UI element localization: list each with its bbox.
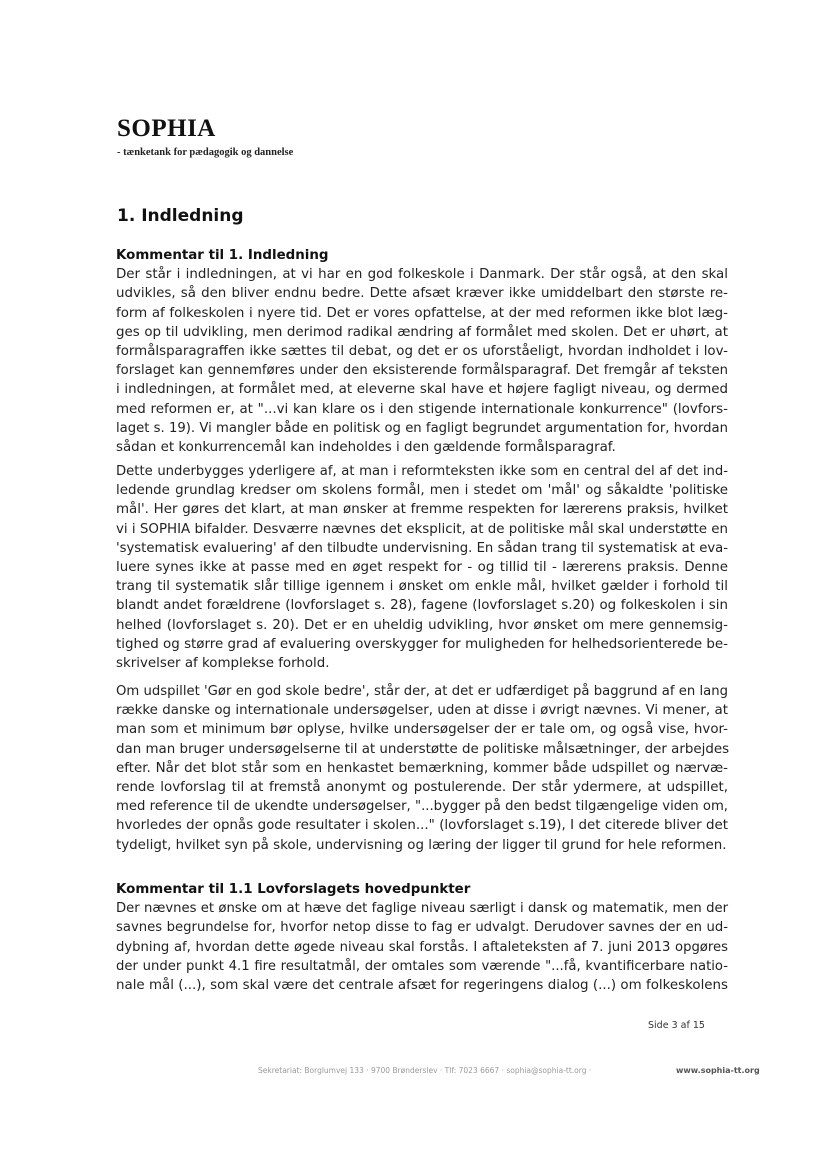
text-line: Om udspillet 'Gør en god skole bedre', står der, at det er udfærdiget på baggrund af en lang bbox=[116, 684, 728, 699]
chapter-heading: 1. Indledning bbox=[117, 206, 244, 226]
text-line: helhed (lovforslaget s. 20). Det er en uheldig udvikling, hvor ønsket om mere gennemsig- bbox=[116, 617, 728, 633]
section-2-paragraph-1 bbox=[116, 899, 728, 995]
text-line: mål'. Her gøres det klart, at man ønsker at fremme respekten for lærerens praksis, hvilket bbox=[116, 502, 728, 518]
text-line: række danske og internationale undersøgelser, uden at disse i øvrigt nævnes. Vi mener, at bbox=[116, 703, 728, 719]
text-line: Der nævnes et ønske om at hæve det faglige niveau særligt i dansk og matematik, men der bbox=[116, 901, 728, 917]
text-line: trang til systematik slår tillige igennem i ønsket om enkle mål, hvilket gælder i forhold til bbox=[116, 579, 728, 595]
text-line: tydeligt, hvilket syn på skole, undervisning og læring der ligger til grund for hele reformen. bbox=[116, 837, 727, 853]
text-line: formålsparagraffen ikke sættes til debat, og det er os uforståeligt, hvordan indholdet i lov- bbox=[116, 344, 728, 360]
text-line: udvikles, så den bliver endnu bedre. Dette afsæt kræver ikke umiddelbart den største re- bbox=[116, 286, 728, 302]
footer-website-link[interactable]: www.sophia-tt.org bbox=[676, 1066, 760, 1075]
text-line: skrivelser af komplekse forhold. bbox=[116, 656, 330, 672]
text-line: rende lovforslag til at fremstå anonymt og postulerende. Der står ydermere, at udspillet, bbox=[116, 780, 728, 796]
section-2 bbox=[116, 880, 728, 995]
text-line: blandt andet forældrene (lovforslaget s. 28), fagene (lovforslaget s.20) og folkeskolen i sin bbox=[116, 598, 728, 614]
text-line: laget s. 19). Vi mangler både en politisk og en fagligt begrundet argumentation for, hvordan bbox=[116, 420, 728, 436]
text-line: med reference til de ukendte undersøgelser, "...bygger på den bedst tilgængelige viden om, bbox=[116, 799, 728, 815]
footer-address: Sekretariat: Borglumvej 133 · 9700 Brønderslev · Tlf: 7023 6667 · sophia@sophia-tt.org · bbox=[258, 1066, 592, 1075]
section-1-paragraph-3 bbox=[116, 682, 728, 855]
section-1-title: Kommentar til 1. Indledning bbox=[116, 248, 329, 263]
text-line: dan man bruger undersøgelserne til at understøtte de politiske målsætninger, der arbejdes bbox=[116, 741, 730, 757]
sophia-logo bbox=[117, 114, 293, 160]
logo-title: SOPHIA bbox=[117, 115, 216, 142]
section-1-paragraph-1 bbox=[116, 265, 728, 457]
section-2-title: Kommentar til 1.1 Lovforslagets hovedpunkter bbox=[116, 882, 471, 897]
text-line: luere synes ikke at passe med en øget respekt for - og tillid til - lærerens praksis. Denne bbox=[116, 560, 728, 576]
text-line: 'systematisk evaluering' af den tilbudte undervisning. En sådan trang til systematisk at eva- bbox=[116, 540, 728, 556]
text-line: der under punkt 4.1 fire resultatmål, der omtales som værende "...få, kvantificerbare natio- bbox=[116, 958, 728, 974]
text-line: form af folkeskolen i nyere tid. Det er vores opfattelse, at der med reformen ikke blot læg- bbox=[116, 305, 728, 321]
text-line: efter. Når det blot står som en henkastet bemærkning, kommer både udspillet og nærvæ- bbox=[116, 760, 728, 776]
text-line: savnes begrundelse for, hvorfor netop disse to fag er udvalgt. Derudover savnes der en ud- bbox=[116, 920, 728, 936]
text-line: tighed og større grad af evaluering overskygger for muligheden for helhedsorienterede be- bbox=[116, 636, 728, 652]
page-number: Side 3 af 15 bbox=[648, 1020, 705, 1031]
text-line: ledende grundlag kredser om skolens formål, men i stedet om 'mål' og såkaldte 'politiske bbox=[116, 483, 728, 499]
section-1-paragraph-2 bbox=[116, 462, 728, 673]
text-line: Der står i indledningen, at vi har en god folkeskole i Danmark. Der står også, at den skal bbox=[116, 267, 728, 283]
text-line: dybning af, hvordan dette øgede niveau skal forstås. I aftaleteksten af 7. juni 2013 opgøres bbox=[116, 939, 728, 955]
text-line: i indledningen, at formålet med, at eleverne skal have et højere fagligt niveau, og dermed bbox=[116, 382, 728, 398]
text-line: man som et minimum bør oplyse, hvilke undersøgelser der er tale om, og også vise, hvor- bbox=[116, 722, 728, 738]
text-line: med reformen er, at "...vi kan klare os i den stigende internationale konkurrence" (lovfors- bbox=[116, 401, 728, 417]
text-line: Dette underbygges yderligere af, at man i reformteksten ikke som en central del af det ind- bbox=[116, 464, 728, 479]
text-line: sådan et konkurrencemål kan indeholdes i den gældende formålsparagraf. bbox=[116, 440, 616, 456]
text-line: hvorledes der opnås gode resultater i skolen..." (lovforslaget s.19), I det citerede bliver det bbox=[116, 818, 728, 834]
section-1 bbox=[116, 246, 728, 457]
text-line: vi i SOPHIA bifalder. Desværre nævnes det eksplicit, at de politiske mål skal understøtte en bbox=[116, 521, 728, 537]
text-line: ges op til udvikling, men derimod radikal ændring af formålet med skolen. Det er uhørt, at bbox=[116, 324, 728, 340]
logo-subtitle: - tænketank for pædagogik og dannelse bbox=[117, 147, 294, 158]
text-line: forslaget kan gennemføres under den eksisterende formålsparagraf. Det fremgår af teksten bbox=[116, 363, 728, 379]
text-line: nale mål (...), som skal være det centrale afsæt for regeringens dialog (...) om folkeskolens bbox=[116, 978, 728, 994]
